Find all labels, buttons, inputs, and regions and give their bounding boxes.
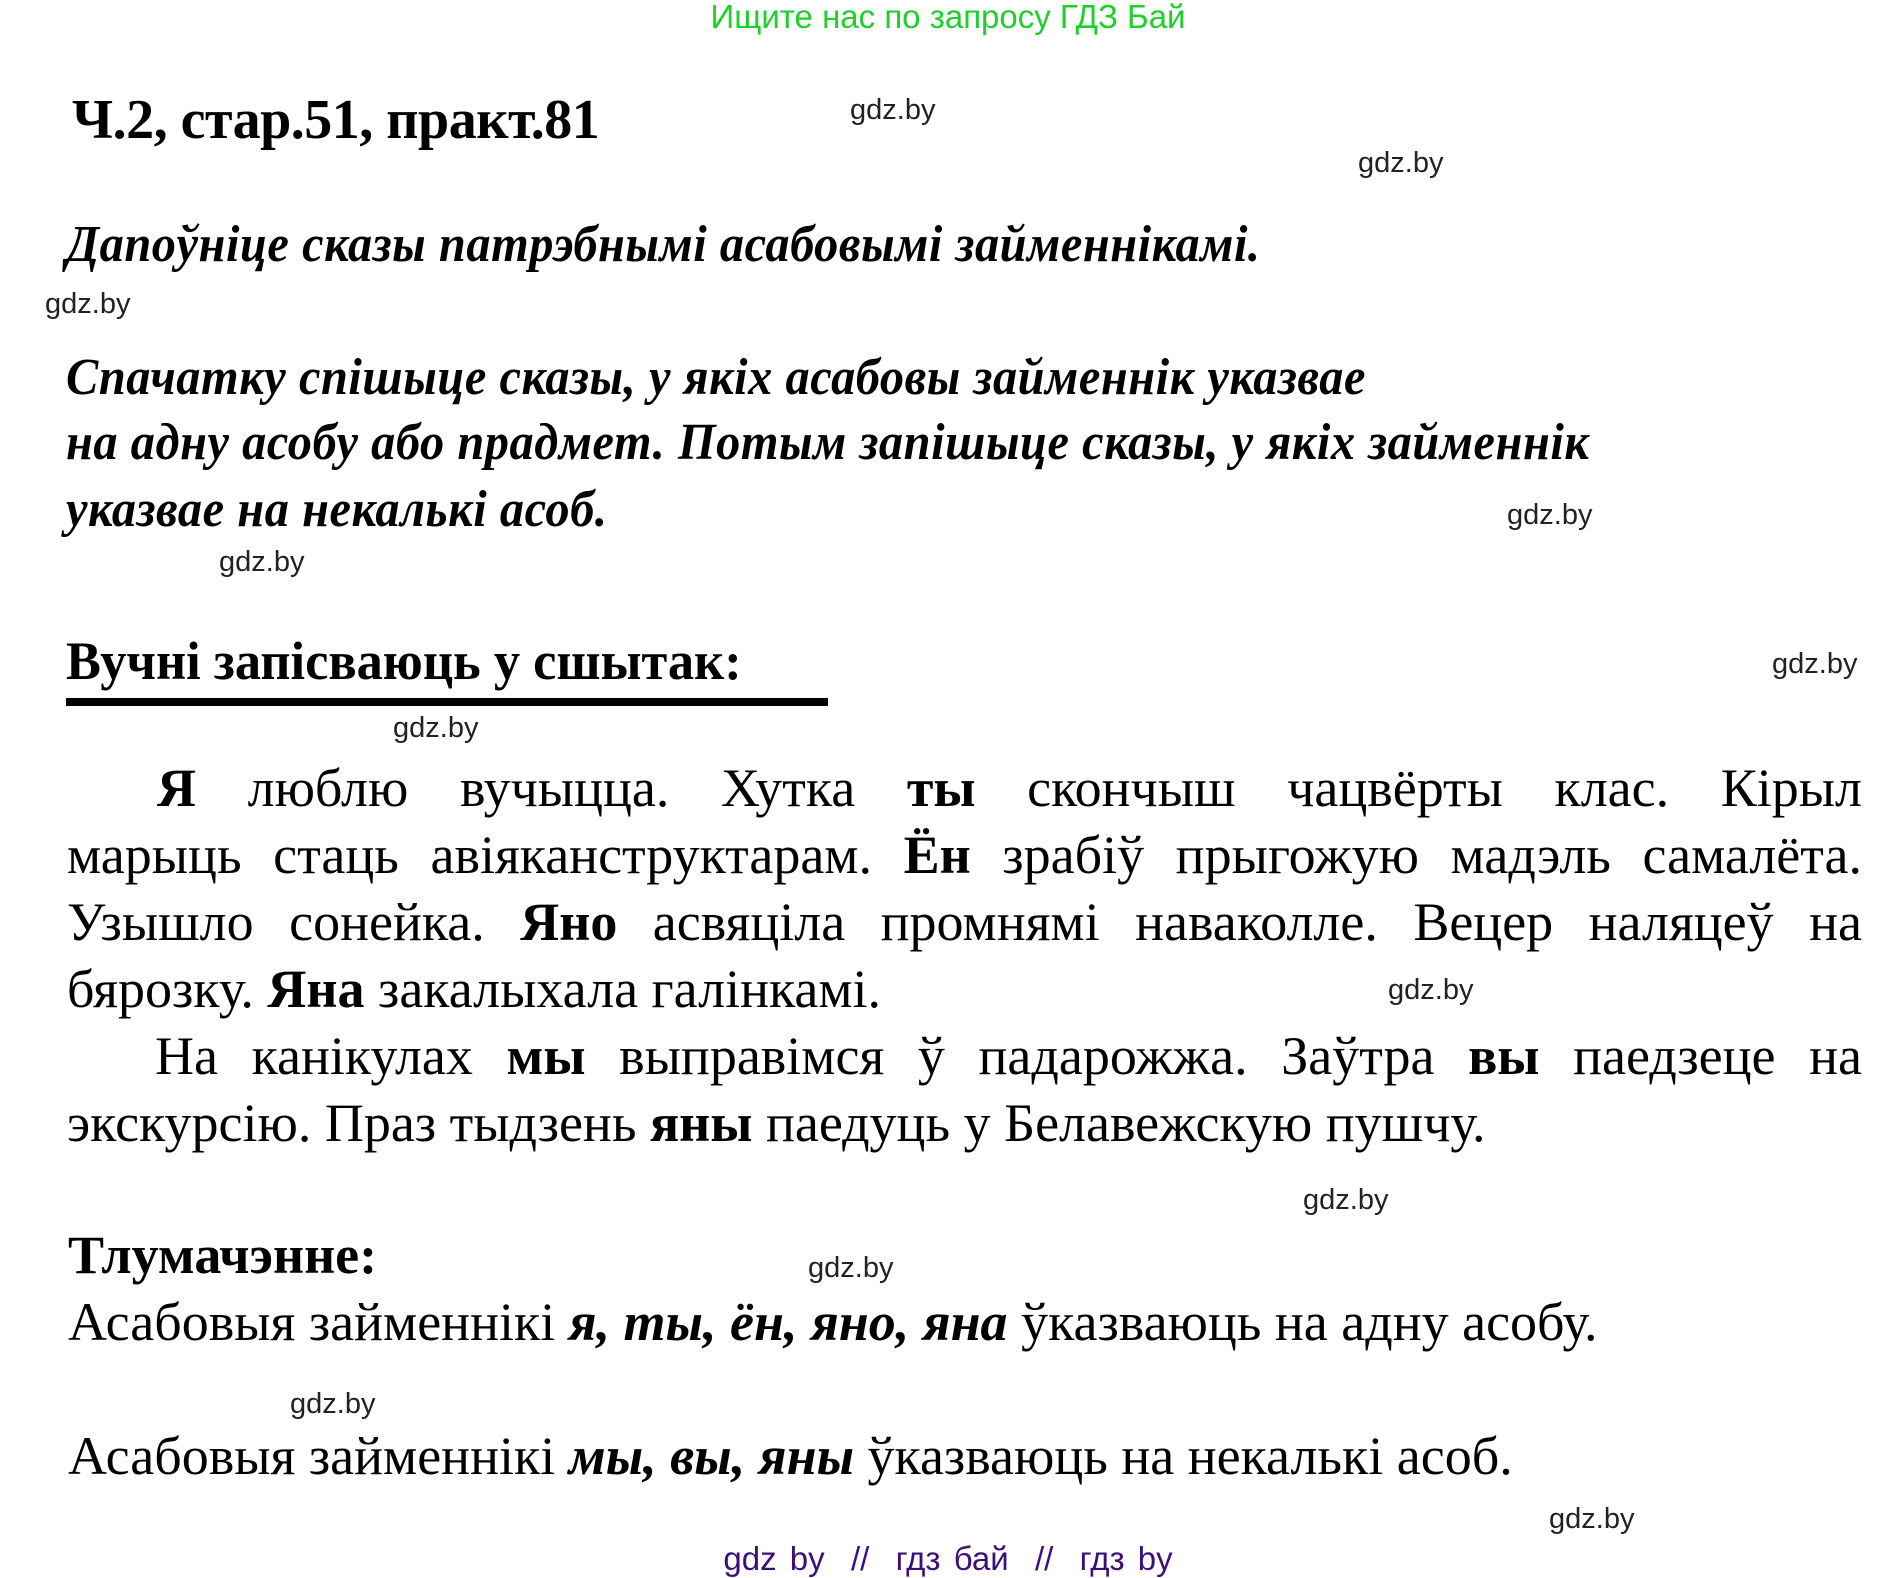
pronoun-bold: Ён: [903, 825, 971, 885]
text-segment: На канікулах: [155, 1026, 507, 1086]
answer-line: [67, 889, 1862, 956]
watermark: gdz.by: [1358, 147, 1444, 179]
answer-line: [67, 1090, 1862, 1157]
pronoun-bold: мы: [506, 1026, 586, 1086]
text-segment: скончыш чацвёрты клас. Кірыл: [975, 758, 1862, 818]
text-segment: бярозку.: [67, 959, 268, 1019]
watermark: gdz.by: [393, 712, 479, 744]
watermark: gdz.by: [1549, 1503, 1635, 1535]
watermark: gdz.by: [1772, 648, 1858, 680]
explanation-suffix: ўказваюць на некалькі асоб.: [854, 1426, 1513, 1486]
watermark: gdz.by: [1303, 1184, 1389, 1216]
text-segment: закалыхала галінкамі.: [364, 959, 882, 1019]
answer-line: [67, 956, 1862, 1023]
instruction-line: Спачатку спішыце сказы, у якіх асабовы займеннік указвае: [66, 349, 1367, 406]
text-segment: паедзеце на: [1539, 1026, 1862, 1086]
pronoun-bold: вы: [1468, 1026, 1540, 1086]
pronoun-bold: Яна: [267, 959, 365, 1019]
text-segment: люблю вучыцца. Хутка: [196, 758, 907, 818]
watermark: gdz.by: [45, 288, 131, 320]
text-segment: Узышло сонейка.: [67, 892, 521, 952]
answer-line: [67, 1023, 1862, 1090]
instruction-line: Дапоўніце сказы патрэбнымі асабовымі займеннікамі.: [66, 216, 1261, 273]
explanation-prefix: Асабовыя займеннікі: [68, 1292, 569, 1352]
answer-line: [67, 755, 1862, 822]
pronoun-bold: Я: [157, 758, 196, 818]
instruction-line: указвае на некалькі асоб.: [66, 481, 608, 538]
pronoun-list: мы, вы, яны: [568, 1426, 855, 1486]
pronoun-bold: Яно: [520, 892, 618, 952]
text-segment: экскурсію. Праз тыдзень: [67, 1093, 650, 1153]
text-segment: паедуць у Белавежскую пушчу.: [752, 1093, 1486, 1153]
answer-line: [67, 822, 1862, 889]
page-title: Ч.2, стар.51, практ.81: [72, 89, 600, 151]
watermark: gdz.by: [1388, 974, 1474, 1006]
heading-underline: [66, 698, 828, 706]
watermark: gdz.by: [290, 1388, 376, 1420]
explanation-suffix: ўказваюць на адну асобу.: [1007, 1292, 1598, 1352]
text-segment: асвяціла промнямі наваколле. Вецер наляцеў на: [617, 892, 1862, 952]
watermark: gdz.by: [808, 1252, 894, 1284]
instruction-line: на адну асобу або прадмет. Потым запішыце сказы, у якіх займеннік: [66, 414, 1590, 471]
watermark: gdz.by: [1507, 499, 1593, 531]
explanation-line-singular: [68, 1291, 1598, 1353]
top-banner: Ищите нас по запросу ГДЗ Бай: [710, 0, 1186, 35]
pronoun-bold: яны: [649, 1093, 753, 1153]
pronoun-bold: ты: [906, 758, 976, 818]
watermark: gdz.by: [850, 94, 936, 126]
explanation-prefix: Асабовыя займеннікі: [68, 1426, 569, 1486]
text-segment: зрабіў прыгожую мадэль самалёта.: [970, 825, 1862, 885]
explanation-line-plural: [68, 1425, 1513, 1487]
footer-watermark: gdz by // гдз бай // гдз by: [723, 1540, 1173, 1577]
text-segment: выправімся ў падарожжа. Заўтра: [585, 1026, 1469, 1086]
section-heading: Вучні запісваюць у сшытак:: [66, 631, 742, 691]
watermark: gdz.by: [219, 546, 305, 578]
explanation-heading: Тлумачэнне:: [68, 1225, 378, 1285]
pronoun-list: я, ты, ён, яно, яна: [568, 1292, 1008, 1352]
text-segment: марыць стаць авіяканструктарам.: [67, 825, 904, 885]
